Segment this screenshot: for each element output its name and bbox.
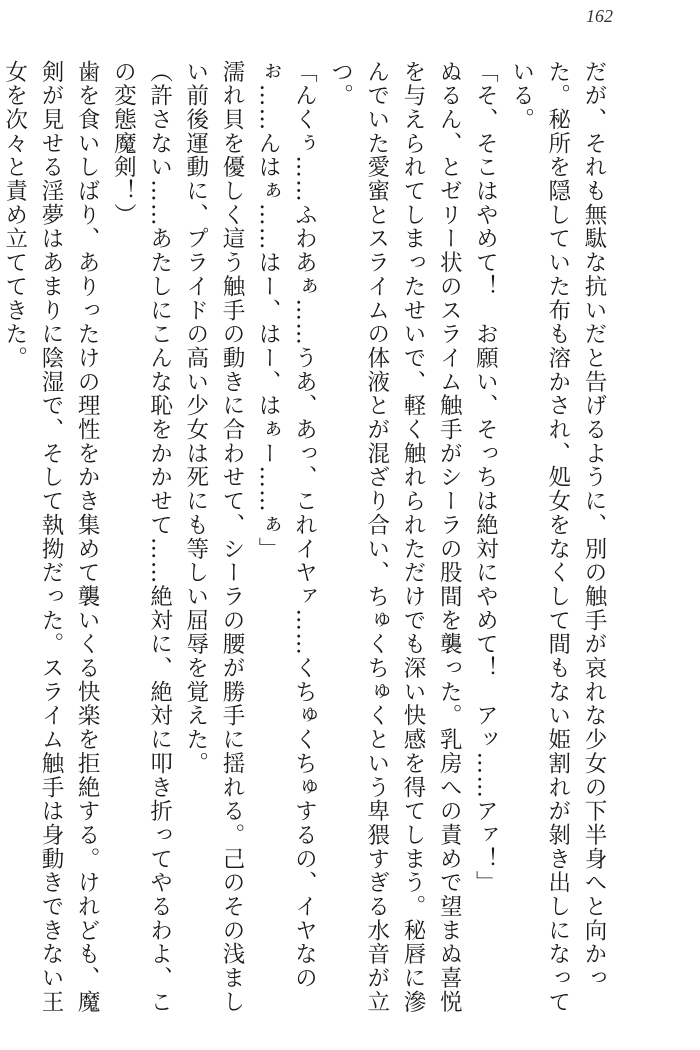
paragraph-4: 「んくぅ……ふわあぁ……うあ、あっ、これイヤァ……くちゅくちゅするの、イヤなのぉ……んはぁ……はー、はー、はぁー……ぁ」 (255, 60, 318, 991)
body-text (1, 60, 612, 1020)
paragraph-1: だが、それも無駄な抗いだと告げるように、別の触手が哀れな少女の下半身へと向かった。秘所を隠していた布も溶かされ、処女をなくして間もない姫割れが剝き出しになっている。 (508, 60, 607, 1014)
paragraph-3: ぬるん、とゼリー状のスライム触手がシーラの股間を襲った。乳房への責めで望まぬ喜悦を与えられてしまったせいで、軽く触れられただけでも深い快感を得てしまう。秘唇に滲んでいた愛蜜とスライムの体液とが混ざり合い、ちゅくちゅくという卑猥すぎる水音が立つ。 (327, 60, 463, 1014)
page-number: 162 (586, 6, 613, 26)
paragraph-7: 歯を食いしばり、ありったけの理性をかき集めて襲いくる快楽を拒絶する。けれども、魔剣が見せる淫夢はあまりに陰湿で、そして執拗だった。スライム触手は身動きできない王女を次々と責め立ててきた。 (1, 60, 101, 1014)
paragraph-6: （許さない……あたしにこんな恥をかかせて……絶対に、絶対に叩き折ってやるわよ、この変態魔剣！） (110, 60, 173, 1014)
paragraph-2: 「そ、そこはやめて！ お願い、そっちは絶対にやめて！ アッ……アァ！」 (472, 60, 499, 895)
paragraph-5: 濡れ貝を優しく這う触手の動きに合わせて、シーラの腰が勝手に揺れる。己のその浅ましい前後運動に、プライドの高い少女は死にも等しい屈辱を覚えた。 (182, 60, 245, 1014)
